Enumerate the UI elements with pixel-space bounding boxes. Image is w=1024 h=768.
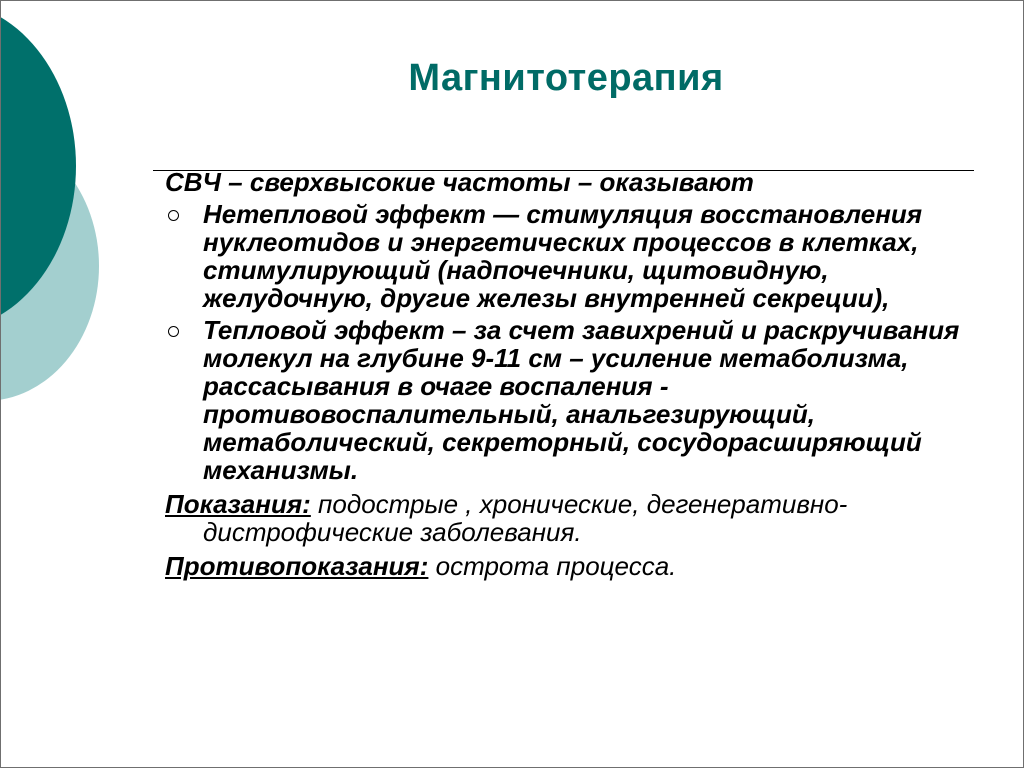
bullet-text: Тепловой эффект – за счет завихрений и раскручивания молекул на глубине 9-11 см – усиление метаболизма, рассасывания в очаге воспаления - противовоспалительный, анальгезирующий, метаболический, секреторный, сосудорасширяющий механизмы. <box>203 315 960 485</box>
bullet-text: Нетепловой эффект — стимуляция восстановления нуклеотидов и энергетических процессов в клетках, стимулирующий (надпочечники, щитовидную, желудочную, другие железы внутренней секреции), <box>203 199 923 313</box>
slide-title: Магнитотерапия <box>408 57 724 99</box>
contraindications-paragraph <box>165 552 985 580</box>
indications-paragraph <box>165 490 985 546</box>
circle-bullet-icon <box>168 326 179 337</box>
list-item <box>165 316 985 484</box>
list-item <box>165 200 985 312</box>
circle-bullet-icon <box>168 210 179 221</box>
indications-text: подострые , хронические, дегенеративно-дистрофические заболевания. <box>203 489 848 547</box>
bullet-list <box>165 200 985 484</box>
contraindications-text: острота процесса. <box>428 551 677 581</box>
contraindications-label: Противопоказания: <box>165 551 429 581</box>
indications-label: Показания: <box>165 489 311 519</box>
intro-text: СВЧ – сверхвысокие частоты – оказывают <box>165 167 754 197</box>
slide-content <box>165 168 985 580</box>
